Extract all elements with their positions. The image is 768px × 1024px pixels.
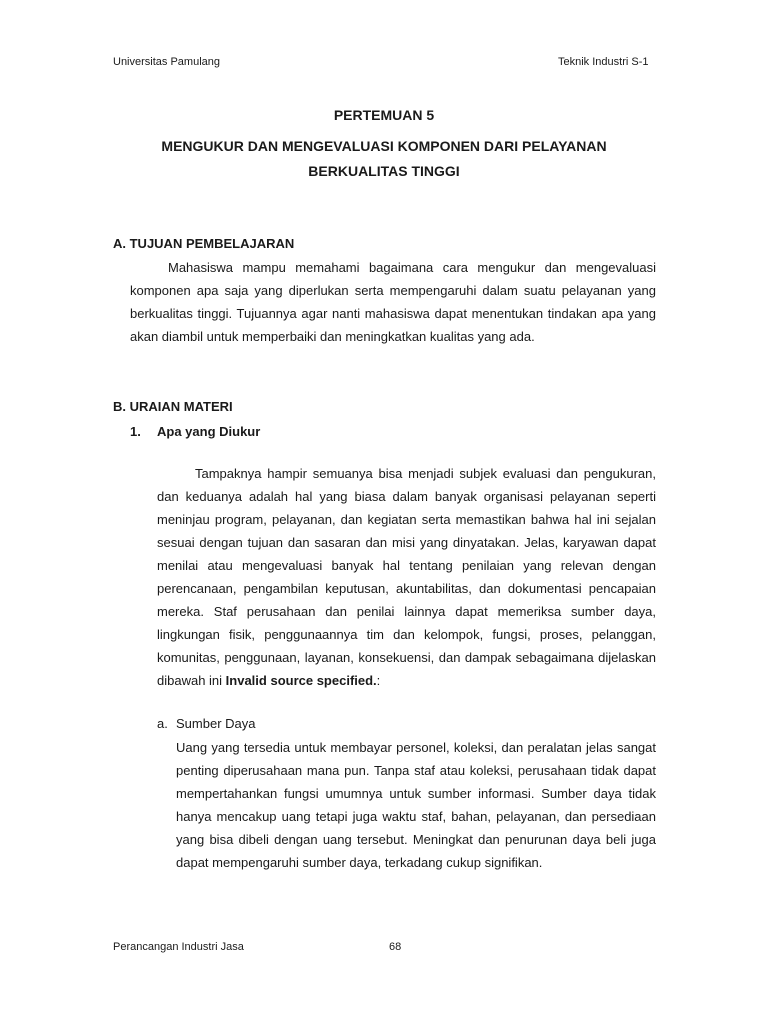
item-a-title: Sumber Daya bbox=[176, 716, 256, 731]
header-right: Teknik Industri S-1 bbox=[558, 56, 649, 68]
item-a-paragraph: Uang yang tersedia untuk membayar personel, koleksi, dan peralatan jelas sangat penting diperusahaan mana pun. Tanpa staf atau koleksi, perusahaan tidak dapat mempertahankan fungsi umumnya untuk sumber informasi. Sumber daya tidak hanya mencakup uang tetapi juga waktu staf, bahan, pelayanan, dan persediaan yang bisa dibeli dengan uang tersebut. Meningkat dan penurunan daya beli juga dapat mempengaruhi sumber daya, terkadang cukup signifikan. bbox=[176, 740, 656, 870]
section-a-text: Mahasiswa mampu memahami bagaimana cara mengukur dan mengevaluasi komponen apa saja yang diperlukan serta mempengaruhi dalam suatu pelayanan yang berkualitas tinggi. Tujuannya agar nanti mahasiswa dapat menentukan tindakan apa yang akan diambil untuk memperbaiki dan meningkatkan kualitas yang ada. bbox=[130, 260, 656, 344]
subsection-number: 1. bbox=[130, 424, 141, 439]
footer-left: Perancangan Industri Jasa bbox=[113, 941, 244, 953]
section-b-heading: B. URAIAN MATERI bbox=[113, 399, 233, 414]
chapter-title-line2: BERKUALITAS TINGGI bbox=[308, 163, 460, 179]
main-paragraph bbox=[157, 462, 656, 692]
item-a-body bbox=[176, 736, 656, 874]
subsection-title: Apa yang Diukur bbox=[157, 424, 261, 439]
meeting-title: PERTEMUAN 5 bbox=[333, 107, 435, 123]
paragraph-colon: : bbox=[376, 673, 381, 688]
section-a-paragraph bbox=[130, 256, 656, 348]
page-number: 68 bbox=[389, 941, 402, 953]
chapter-title-line1: MENGUKUR DAN MENGEVALUASI KOMPONEN DARI PELAYANAN bbox=[161, 138, 607, 154]
header-left: Universitas Pamulang bbox=[113, 56, 220, 68]
item-a-label: a. bbox=[157, 716, 168, 731]
section-a-body bbox=[130, 256, 656, 348]
citation-error: Invalid source specified. bbox=[225, 673, 377, 688]
main-paragraph-text: Tampaknya hampir semuanya bisa menjadi subjek evaluasi dan pengukuran, dan keduanya adalah hal yang biasa dalam banyak organisasi pelayanan seperti meninjau program, pelayanan, dan kegiatan serta memastikan bahwa hal ini sejalan sesuai dengan tujuan dan sasaran dan misi yang dinyatakan. Jelas, karyawan dapat menilai atau mengevaluasi banyak hal tentang penilaian yang relevan dengan perencanaan, pengambilan keputusan, akuntabilitas, dan dokumentasi pencapaian mereka. Staf perusahaan dan penilai lainnya dapat memeriksa sumber daya, lingkungan fisik, penggunaannya tim dan kelompok, fungsi, proses, pelanggan, komunitas, penggunaan, layanan, konsekuensi, dan dampak sebagaimana dijelaskan dibawah ini bbox=[157, 466, 656, 688]
section-a-heading: A. TUJUAN PEMBELAJARAN bbox=[113, 236, 295, 251]
section-b-body bbox=[157, 462, 656, 692]
